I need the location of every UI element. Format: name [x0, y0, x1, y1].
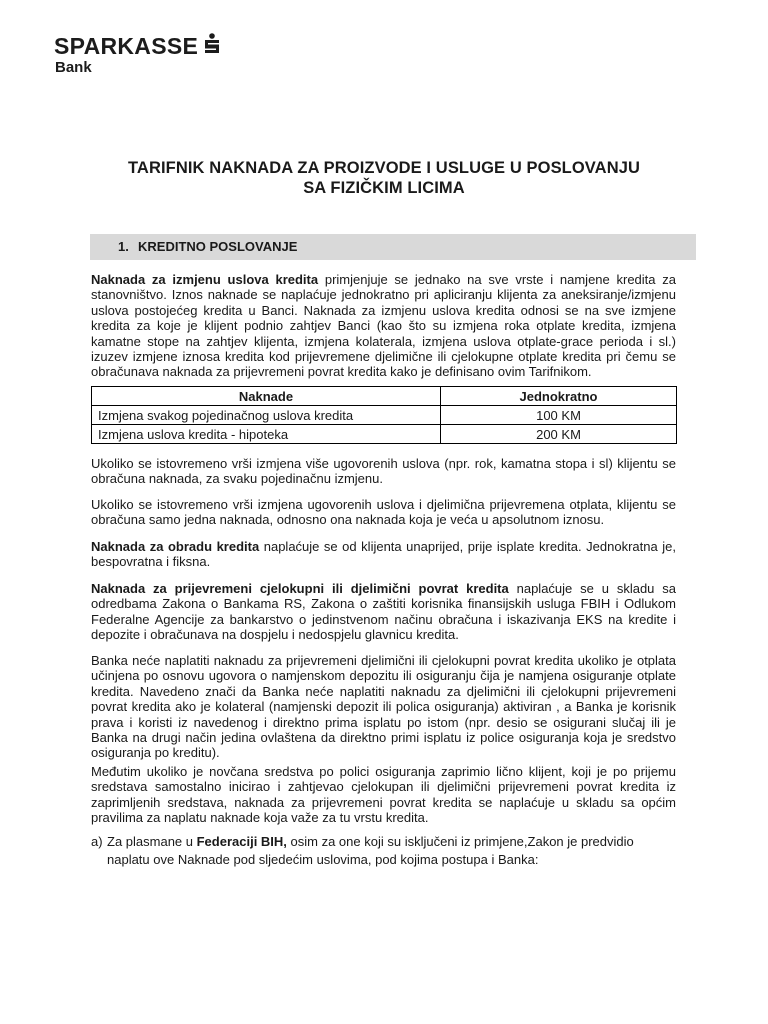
title-line-1: TARIFNIK NAKNADA ZA PROIZVODE I USLUGE U POSLOVANJU [127, 159, 641, 177]
paragraph-prepayment-fee [91, 581, 676, 643]
paragraph-processing-fee [91, 539, 676, 570]
paragraph-fee-exemption: Banka neće naplatiti naknadu za prijevremeni djelimični ili cjelokupni povrat kredita ukoliko je otplata učinjena po osnovu ugovora o namjenskom depozitu ili osiguranju čija je namjena osiguranje otplate kredita. Navedeno znači da Banka neće naplatiti naknadu za djelimični ili cjelokupni prijevremeni povrat kredita ako je kolateral (namjenski depozit ili polica osiguranja) aktiviran , a Banka je korisnik prava i koristi iz navedenog i direktno prima isplatu po istom (npr. desio se osigurani slučaj ili je Banka na drugi način jedina ovlaštena da direktno primi isplatu iz police osiguranja koja je sredstvo osiguranja po kreditu). [91, 653, 676, 761]
fee-table [91, 386, 677, 444]
title-line-2: SA FIZIČKIM LICIMA [303, 179, 465, 197]
list-text-bold: Federaciji BIH, [196, 834, 287, 849]
paragraph-loan-change-fee [91, 272, 676, 380]
sparkasse-logo [54, 33, 222, 75]
section-number: 1. [118, 239, 129, 254]
paragraph-multiple-changes: Ukoliko se istovremeno vrši izmjena više ugovorenih uslova (npr. rok, kamatna stopa i sl) klijentu se obračuna naknada, za svaku pojedinačnu izmjenu. [91, 456, 676, 487]
paragraph-text: primjenjuje se jednako na sve vrste i namjene kredita za stanovništvo. Iznos naknade se naplaćuje jednokratno pri apliciranju klijenta za aneksiranje/izmjenu uslova postojećeg kredita u Banci. Naknada za izmjenu uslova kredita odnosi se na sve izmjene kredita za koje je klijent podnio zahtjev Banci (kao što su izmjena roka otplate kredita, izmjena kamatne stope na zahtjev klijenta, izmjena kolaterala, izmjena uslova otplate-grace perioda i sl.) izuzev izmjene iznosa kredita kod prijevremene djelimične ili cjelokupne otplate kredita pri čemu se obračunava naknada za prijevremeni povrat kredita kako je definisano ovim Tarifnikom. [91, 272, 676, 380]
table-header-cell: Naknade [92, 387, 441, 406]
table-row [92, 425, 677, 444]
paragraph-text: naplaćuje se od klijenta unaprijed, prije isplate kredita. Jednokratna je, bespovratna i fiksna. [91, 539, 676, 570]
table-cell-amount: 200 KM [441, 425, 677, 444]
table-cell-name: Izmjena svakog pojedinačnog uslova kredita [92, 406, 441, 425]
table-cell-amount: 100 KM [441, 406, 677, 425]
list-item-text [107, 833, 677, 869]
paragraph-lead: Naknada za izmjenu uslova kredita [91, 272, 319, 287]
table-header-row [92, 387, 677, 406]
section-label: KREDITNO POSLOVANJE [138, 239, 298, 254]
logo-sub-text: Bank [55, 59, 92, 76]
document-title [60, 158, 708, 198]
section-header [90, 234, 696, 260]
list-marker: a) [91, 834, 103, 849]
table-row [92, 406, 677, 425]
list-text-pre: Za plasmane u [107, 834, 197, 849]
table-cell-name: Izmjena uslova kredita - hipoteka [92, 425, 441, 444]
paragraph-lead: Naknada za obradu kredita [91, 539, 260, 554]
paragraph-text: naplaćuje se u skladu sa odredbama Zakona o Bankama RS, Zakona o zaštiti korisnika finansijskih usluga FBIH i Odlukom Federalne Agencije za bankarstvo o jedinstvenom načinu obračuna i iskazivanja EKS na kredite i depozite i obračunava na dospjelu i nedospjelu glavnicu kredita. [91, 581, 677, 643]
paragraph-client-received-funds: Međutim ukoliko je novčana sredstva po polici osiguranja zaprimio lično klijent, koji je po prijemu sredstava samostalno inicirao i zahtjevao cjelokupan ili djelimični prijevremeni povrat kredita iz zaprimljenih sredstava, naknada za prijevremeni povrat kredita se naplaćuje u skladu sa općim pravilima za naplatu naknade koja važe za tu vrstu kredita. [91, 764, 676, 826]
table-header-cell: Jednokratno [441, 387, 677, 406]
sparkasse-s-icon [202, 33, 222, 59]
logo-brand-text: SPARKASSE [54, 32, 199, 59]
list-text-post: osim za one koji su isključeni iz primjene,Zakon je predvidio naplatu ove Naknade pod sljedećim uslovima, pod kojima postupa i Banka: [107, 834, 634, 867]
paragraph-lead: Naknada za prijevremeni cjelokupni ili djelimični povrat kredita [91, 581, 509, 596]
paragraph-change-and-prepayment: Ukoliko se istovremeno vrši izmjena ugovorenih uslova i djelimična prijevremena otplata, klijentu se obračuna samo jedna naknada, odnosno ona naknada koja je veća u apsolutnom iznosu. [91, 497, 676, 528]
